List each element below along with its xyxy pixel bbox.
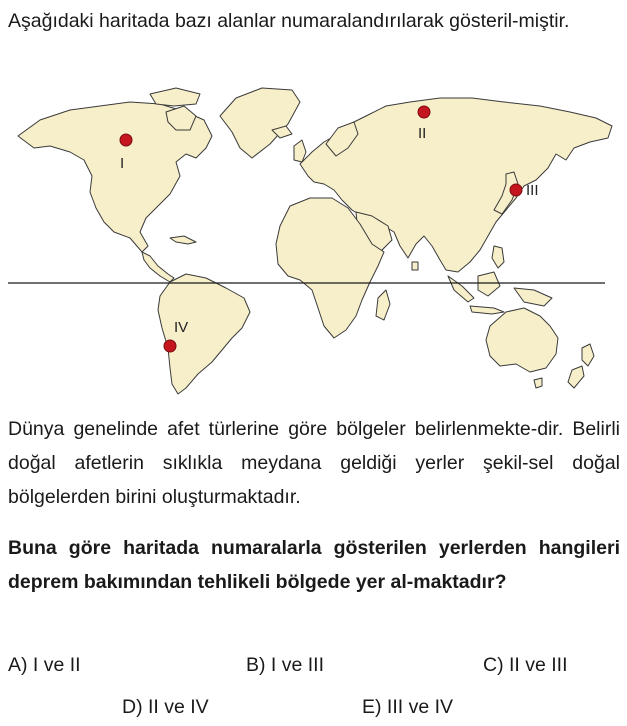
philippines <box>492 246 504 268</box>
british-isles <box>294 140 306 162</box>
world-map <box>0 76 627 396</box>
marker-ii-label: II <box>418 125 427 142</box>
tasmania <box>534 378 542 388</box>
choice-e[interactable]: E) III ve IV <box>362 696 454 718</box>
borneo <box>478 272 500 296</box>
choice-c[interactable]: C) II ve III <box>483 654 568 676</box>
central-america <box>142 252 174 282</box>
south-america <box>158 274 250 394</box>
marker-i-label: I <box>120 155 125 172</box>
new-guinea <box>514 288 552 306</box>
cuba <box>170 236 196 244</box>
new-zealand-south <box>568 366 584 388</box>
question-prompt: Buna göre haritada numaralarla gösterilen yerlerden hangileri deprem bakımından tehlikeli bölgede yer al-maktadır? <box>8 537 620 593</box>
choice-b[interactable]: B) I ve III <box>246 654 325 676</box>
sri-lanka <box>412 262 418 270</box>
question-intro: Aşağıdaki haritada bazı alanlar numaralandırılarak gösteril-miştir. <box>8 10 570 32</box>
continents <box>18 88 612 394</box>
australia <box>486 308 558 372</box>
choice-a[interactable]: A) I ve II <box>8 654 81 676</box>
question-paragraph: Dünya genelinde afet türlerine göre bölgeler belirlenmekte-dir. Belirli doğal afetlerin sıklıkla meydana geldiği yerler şekil-sel doğal bölgelerden birini oluşturmaktadır. <box>8 418 620 508</box>
madagascar <box>376 290 390 320</box>
java <box>470 306 504 314</box>
greenland <box>220 88 300 158</box>
marker-iv-label: IV <box>174 319 189 336</box>
new-zealand-north <box>582 344 594 366</box>
marker-iii-label: III <box>526 182 539 199</box>
arctic-islands <box>150 88 200 106</box>
choice-d[interactable]: D) II ve IV <box>122 696 209 718</box>
sumatra <box>448 276 474 302</box>
